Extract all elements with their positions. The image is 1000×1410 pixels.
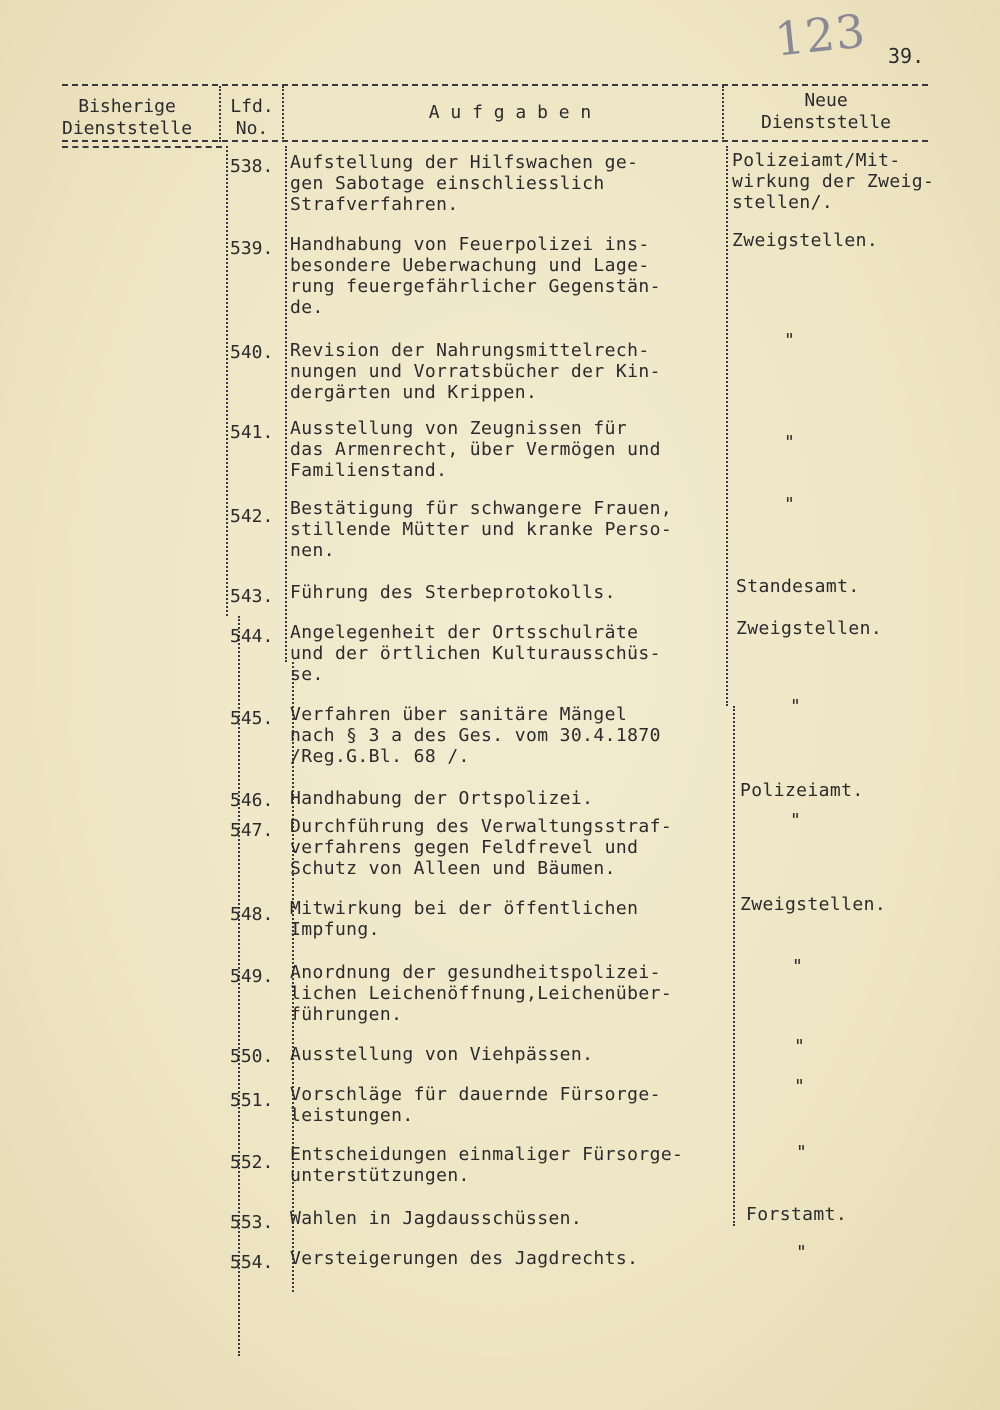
handwritten-annotation: 123 (772, 3, 869, 67)
row-number: 539. (230, 238, 274, 259)
row-number: 545. (230, 708, 274, 729)
row-task: Anordnung der gesundheitspolizei- lichen Leichenöffnung,Leichenüber- führungen. (290, 962, 673, 1025)
row-task: Führung des Sterbeprotokolls. (290, 582, 616, 603)
header-serial-number: Lfd. No. (230, 96, 274, 139)
row-task: Vorschläge für dauernde Fürsorge- leistungen. (290, 1084, 661, 1126)
row-number: 542. (230, 506, 274, 527)
column-divider-2-header (282, 86, 284, 142)
row-number: 554. (230, 1252, 274, 1273)
ditto-mark: " (796, 1242, 807, 1263)
column-divider-3 (726, 146, 728, 706)
row-task: Angelegenheit der Ortsschulräte und der örtlichen Kulturausschüs- se. (290, 622, 661, 685)
row-number: 544. (230, 626, 274, 647)
column-divider-1-header (219, 86, 221, 142)
row-number: 543. (230, 586, 274, 607)
row-number: 553. (230, 1212, 274, 1233)
ditto-mark: " (784, 432, 795, 453)
row-office: Zweigstellen. (736, 618, 883, 639)
row-office: Polizeiamt. (740, 780, 864, 801)
header-bottom-rule (62, 140, 928, 142)
row-task: Mitwirkung bei der öffentlichen Impfung. (290, 898, 639, 940)
row-task: Verfahren über sanitäre Mängel nach § 3 a des Ges. vom 30.4.1870 /Reg.G.Bl. 68 /. (290, 704, 661, 767)
row-number: 538. (230, 156, 274, 177)
row-task: Aufstellung der Hilfswachen ge- gen Sabotage einschliesslich Strafverfahren. (290, 152, 639, 215)
row-office: Polizeiamt/Mit- wirkung der Zweig- stellen/. (732, 150, 935, 213)
page-number: 39. (888, 44, 925, 68)
column-divider-3-header (722, 86, 724, 142)
row-task: Wahlen in Jagdausschüssen. (290, 1208, 583, 1229)
row-task: Bestätigung für schwangere Frauen, stillende Mütter und kranke Perso- nen. (290, 498, 673, 561)
row-number: 551. (230, 1090, 274, 1111)
ditto-mark: " (796, 1142, 807, 1163)
ditto-mark: " (784, 330, 795, 351)
header-top-rule (62, 84, 928, 86)
header-tasks: A u f g a b e n (428, 102, 592, 123)
ditto-mark: " (794, 1036, 805, 1057)
ditto-mark: " (792, 956, 803, 977)
row-number: 541. (230, 422, 274, 443)
header-bottom-rule-left (62, 146, 222, 148)
row-task: Handhabung der Ortspolizei. (290, 788, 594, 809)
row-office: Forstamt. (746, 1204, 848, 1225)
header-new-office: Neue Dienststelle (760, 90, 892, 133)
row-office: Standesamt. (736, 576, 860, 597)
row-number: 549. (230, 966, 274, 987)
row-number: 547. (230, 820, 274, 841)
row-office: Zweigstellen. (740, 894, 887, 915)
row-task: Entscheidungen einmaliger Fürsorge- unterstützungen. (290, 1144, 684, 1186)
row-number: 548. (230, 904, 274, 925)
row-number: 550. (230, 1046, 274, 1067)
ditto-mark: " (790, 696, 801, 717)
column-divider-3-lower (733, 706, 735, 1226)
ditto-mark: " (794, 1076, 805, 1097)
header-previous-office: Bisherige Dienststelle (62, 96, 193, 139)
column-divider-2 (285, 146, 287, 662)
row-task: Versteigerungen des Jagdrechts. (290, 1248, 639, 1269)
row-task: Ausstellung von Zeugnissen für das Armenrecht, über Vermögen und Familienstand. (290, 418, 661, 481)
row-task: Durchführung des Verwaltungsstraf- verfahrens gegen Feldfrevel und Schutz von Alleen und Bäumen. (290, 816, 673, 879)
column-divider-1 (226, 146, 228, 616)
row-task: Handhabung von Feuerpolizei ins- besondere Ueberwachung und Lage- rung feuergefährlicher Gegenstän- de. (290, 234, 661, 318)
row-task: Revision der Nahrungsmittelrech- nungen und Vorratsbücher der Kin- dergärten und Krippen. (290, 340, 661, 403)
row-task: Ausstellung von Viehpässen. (290, 1044, 594, 1065)
ditto-mark: " (790, 810, 801, 831)
ditto-mark: " (784, 494, 795, 515)
row-number: 540. (230, 342, 274, 363)
row-office: Zweigstellen. (732, 230, 879, 251)
row-number: 552. (230, 1152, 274, 1173)
row-number: 546. (230, 790, 274, 811)
